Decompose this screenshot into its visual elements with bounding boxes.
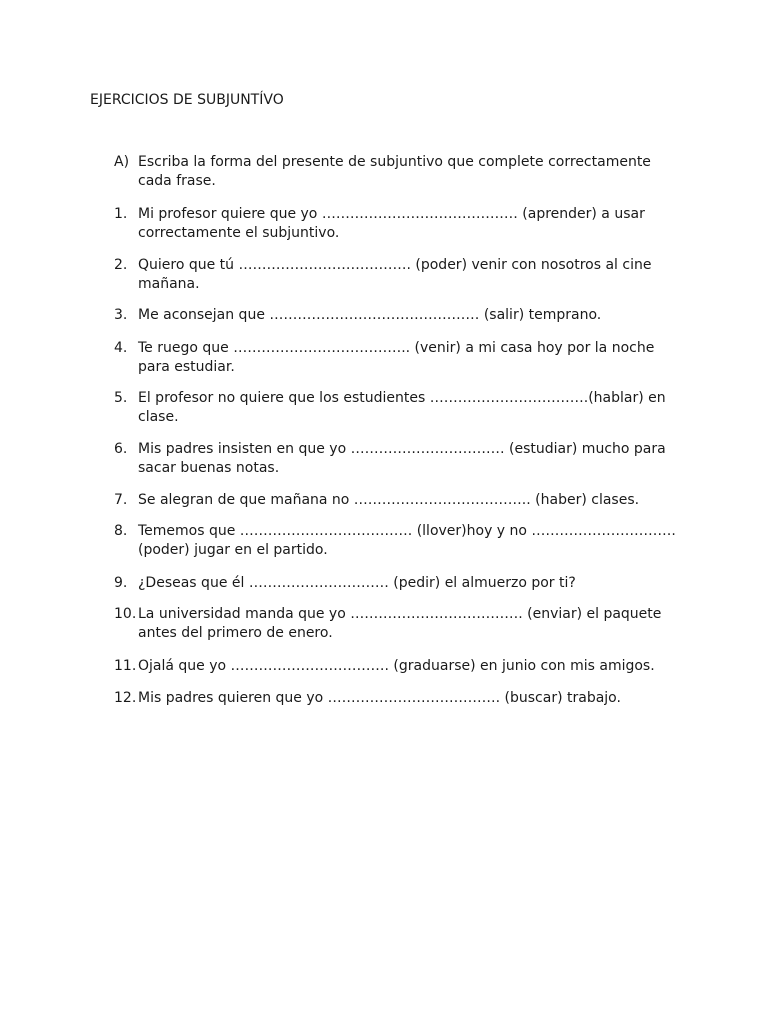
exercise-item-12 [114,689,680,708]
instruction-item [114,153,680,191]
instruction-text: Escriba la forma del presente de subjuntivo que complete correctamente cada frase. [138,154,651,189]
exercise-number: 11. [114,658,137,674]
exercise-text: Mis padres insisten en que yo …………………………… (estudiar) mucho para sacar buenas notas. [138,441,666,476]
exercise-item-11 [114,657,680,676]
exercise-text: La universidad manda que yo ………………………………. (enviar) el paquete antes del primero de enero. [138,606,662,641]
exercise-number: 4. [114,340,128,356]
exercise-text: Se alegran de que mañana no ……………………………….. (haber) clases. [138,492,640,508]
exercise-text: Mis padres quieren que yo ………………………………. (buscar) trabajo. [138,690,621,706]
exercise-number: 10. [114,606,137,622]
exercise-number: 5. [114,390,128,406]
exercise-number: 9. [114,575,128,591]
exercise-item-8 [114,522,680,560]
exercise-text: Tememos que ………………………………. (llover)hoy y no ………………………….(poder) jugar en el partido. [138,523,676,558]
exercise-text: Quiero que tú ………………………………. (poder) venir con nosotros al cine mañana. [138,257,652,292]
exercise-item-9 [114,574,680,593]
exercise-number: 8. [114,523,128,539]
exercise-number: 12. [114,690,137,706]
exercise-item-6 [114,440,680,478]
exercise-text: El profesor no quiere que los estudientes …………………………….(hablar) en clase. [138,390,666,425]
exercise-number: 3. [114,307,128,323]
exercise-number: 2. [114,257,128,273]
exercise-item-2 [114,256,680,294]
exercise-item-10 [114,605,680,643]
instruction-marker: A) [114,154,130,170]
exercise-text: Te ruego que ……………………………….. (venir) a mi casa hoy por la noche para estudiar. [138,340,655,375]
exercise-text: ¿Deseas que él ………………………… (pedir) el almuerzo por ti? [138,575,576,591]
exercise-text: Mi profesor quiere que yo …………………………………… (aprender) a usar correctamente el subjuntivo. [138,206,645,241]
exercise-item-4 [114,339,680,377]
exercise-item-3 [114,306,680,325]
exercise-number: 6. [114,441,128,457]
exercise-item-7 [114,491,680,510]
exercise-item-5 [114,389,680,427]
exercise-text: Me aconsejan que ……………………………………… (salir) temprano. [138,307,602,323]
exercise-number: 1. [114,206,128,222]
document-title: EJERCICIOS DE SUBJUNTÍVO [90,92,284,108]
exercise-number: 7. [114,492,128,508]
exercise-item-1 [114,205,680,243]
exercise-text: Ojalá que yo ……………………………. (graduarse) en junio con mis amigos. [138,658,655,674]
